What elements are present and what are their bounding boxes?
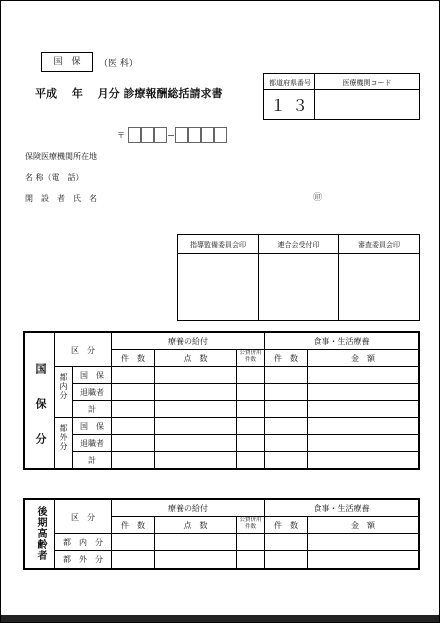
postal-digit-box[interactable] — [128, 127, 141, 143]
kokuho-side-label: 国 保 分 — [34, 363, 47, 454]
postal-mark: 〒 — [117, 131, 125, 140]
kokuho-label: 国 保 — [53, 57, 81, 67]
row-kei-tonai: 計 — [88, 405, 96, 414]
bottom-edge-bar — [1, 615, 439, 622]
inst-code-value[interactable] — [319, 93, 415, 115]
ika-label: （医 科） — [99, 59, 138, 69]
shokuji-header: 食事・生活療養 — [313, 337, 370, 346]
postal-hyphen — [168, 135, 174, 136]
row-taishoku-tonai: 退職者 — [80, 388, 104, 397]
koki-row-togai: 都 外 分 — [63, 555, 103, 564]
seal-header-shinsa: 審査委員会印 — [358, 241, 400, 249]
kubun-header: 区 分 — [71, 346, 95, 355]
postal-digit-box[interactable] — [188, 127, 201, 143]
row-kei-togai: 計 — [88, 456, 96, 465]
koki-row-tonai: 都 内 分 — [63, 538, 103, 547]
seal-header-shido: 指導監備委員会印 — [190, 241, 246, 249]
postal-digit-box[interactable] — [141, 127, 154, 143]
seal-table — [177, 234, 420, 321]
koki-ryoyo-header: 療養の給付 — [168, 504, 208, 513]
postal-digit-box[interactable] — [214, 127, 227, 143]
form-title: 平成 年 月分 診療報酬総括請求書 — [35, 87, 223, 100]
address-label: 保険医療機関所在地 — [25, 152, 97, 161]
koki-kubun-header: 区 分 — [71, 513, 95, 522]
seal-header-rengokai: 連合会受付印 — [277, 241, 320, 249]
koki-shokuji-header: 食事・生活療養 — [313, 504, 370, 513]
ryoyo-header: 療養の給付 — [168, 337, 208, 346]
code-hline — [264, 89, 419, 90]
pref-number-value[interactable]: １３ — [270, 96, 315, 115]
koki-col-kensu: 件 数 — [121, 521, 145, 530]
col-kensu2: 件 数 — [274, 354, 298, 363]
row-taishoku-togai: 退職者 — [80, 439, 104, 448]
kokuho-box — [41, 52, 93, 72]
tonai-label: 都内分 — [59, 373, 68, 400]
col-kohi: 公費併用件数 — [239, 350, 262, 363]
koki-table — [23, 498, 420, 570]
postal-digit-box[interactable] — [175, 127, 188, 143]
koki-col-kohi: 公費併用件数 — [239, 517, 262, 530]
kokuho-table — [23, 331, 420, 470]
koki-col-tensu: 点 数 — [183, 521, 208, 530]
seal-mark: ㊞ — [313, 193, 323, 203]
postal-digit-box[interactable] — [154, 127, 167, 143]
togai-label: 都外分 — [59, 424, 68, 451]
col-kensu: 件 数 — [121, 354, 145, 363]
code-box — [263, 73, 420, 120]
koki-col-kensu2: 件 数 — [274, 521, 298, 530]
postal-digit-box[interactable] — [201, 127, 214, 143]
col-kingaku: 金 額 — [351, 354, 375, 363]
inst-code-label: 医療機関コード — [342, 79, 392, 87]
col-tensu: 点 数 — [183, 354, 208, 363]
koki-side-label: 後期高齢者 — [35, 506, 46, 561]
pref-number-label: 都道府県番号 — [269, 79, 311, 87]
koki-col-kingaku: 金 額 — [351, 521, 375, 530]
row-kokuho-tonai: 国 保 — [80, 371, 104, 380]
founder-label: 開 設 者 氏 名 — [25, 194, 97, 203]
name-label: 名 称（電 話） — [25, 173, 84, 182]
row-kokuho-togai: 国 保 — [80, 422, 104, 431]
